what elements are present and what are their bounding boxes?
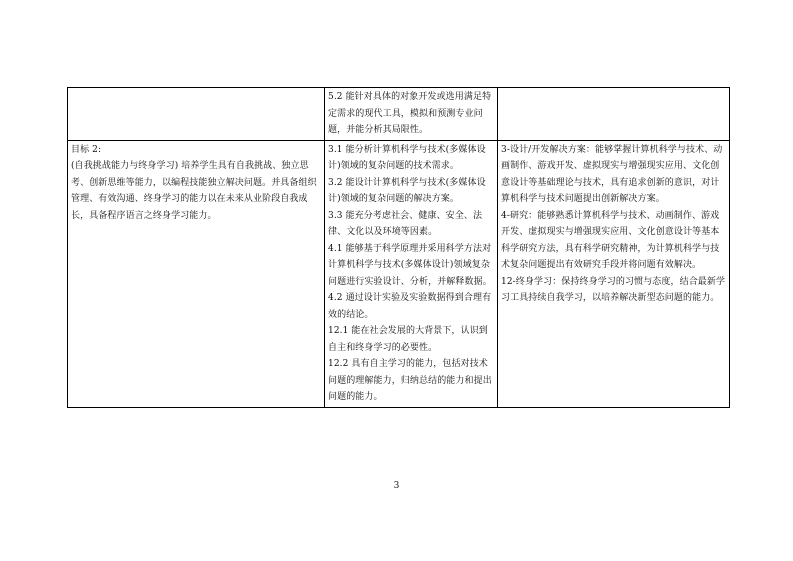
table-row: [68, 140, 730, 407]
indicator-item: 4.2 通过设计实验及实验数据得到合理有效的结论。: [328, 293, 492, 320]
indicator-item: 3.2 能设计计算机科学与技术(多媒体设计)领域的复杂问题的解决方案。: [328, 177, 486, 204]
requirement-item: 12-终身学习：保持终身学习的习惯与态度，结合最新学习工具持续自我学习，以培养解决新型态问题的能力。: [501, 276, 726, 303]
table-cell-indicator: [325, 88, 498, 141]
table-cell-empty: [498, 88, 730, 141]
indicator-item: 12.1 能在社会发展的大背景下，认识到自主和终身学习的必要性。: [328, 326, 488, 353]
indicator-text: 5.2 能针对具体的对象开发或选用满足特定需求的现代工具，模拟和预测专业问题，并能分析其局限性。: [328, 92, 492, 135]
table-row: [68, 88, 730, 141]
indicator-item: 4.1 能够基于科学原理并采用科学方法对计算机科学与技术(多媒体设计)领域复杂问题进行实验设计、分析，并解释数据。: [328, 243, 492, 287]
table-cell-graduation-requirements: [498, 140, 730, 407]
objective-title: 目标 2:: [71, 144, 102, 155]
requirement-item: 4-研究：能够熟悉计算机科学与技术、动画制作、游戏开发、虚拟现实与增强现实应用、文化创意设计等基本科学研究方法，具有科学研究精神，为计算机科学与技术复杂问题提出有效研究手段并将问题有效解决。: [501, 210, 720, 270]
table-cell-objective: [68, 140, 325, 407]
table-cell-empty: [68, 88, 325, 141]
table-cell-indicators: [325, 140, 498, 407]
objectives-table: [67, 87, 730, 408]
indicator-item: 12.2 具有自主学习的能力，包括对技术问题的理解能力，归纳总结的能力和提出问题的能力。: [328, 359, 492, 402]
indicator-item: 3.3 能充分考虑社会、健康、安全、法律、文化以及环境等因素。: [328, 210, 483, 237]
requirement-item: 3-设计/开发解决方案：能够掌握计算机科学与技术、动画制作、游戏开发、虚拟现实与增强现实应用、文化创意设计等基础理论与技术，具有追求创新的意识，对计算机科学与技术问题提出创新解决方案。: [501, 144, 723, 204]
objective-description: (自我挑战能力与终身学习) 培养学生具有自我挑战、独立思考、创新思维等能力，以编程技能独立解决问题。并具备组织管理、有效沟通、终身学习的能力以在未来从业阶段自我成长，具备程序语言之终身学习能力。: [71, 161, 317, 221]
page-number: 3: [393, 481, 400, 491]
indicator-item: 3.1 能分析计算机科学与技术(多媒体设计)领域的复杂问题的技术需求。: [328, 144, 486, 171]
